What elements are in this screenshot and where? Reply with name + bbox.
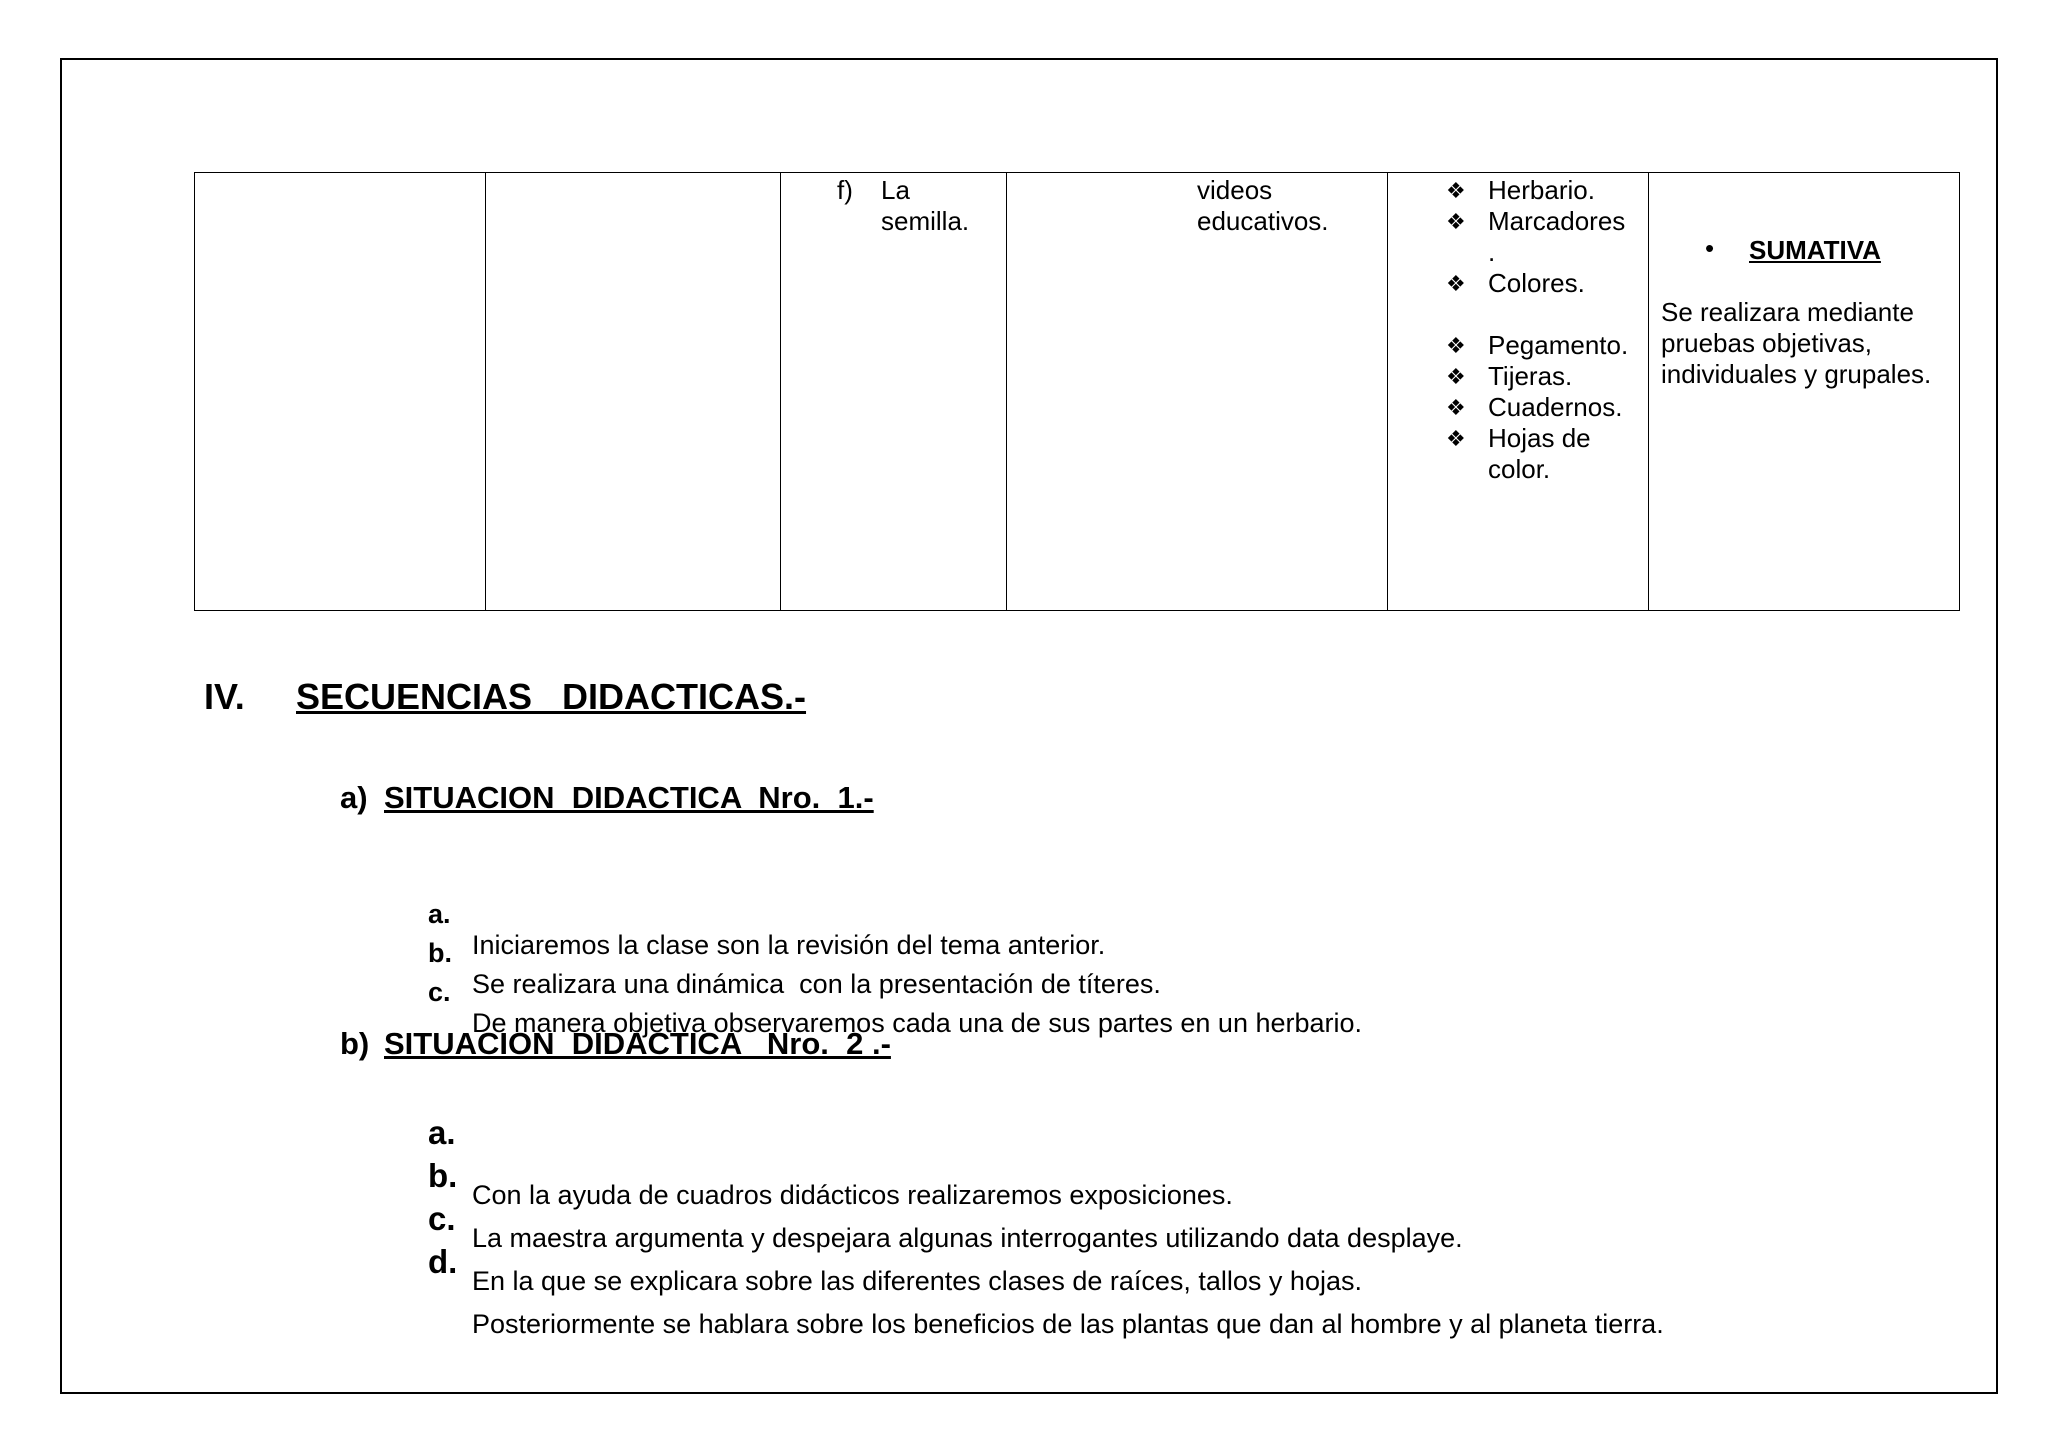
step-letter: b. — [428, 938, 452, 968]
list-item — [1446, 330, 1651, 361]
table-cell-empty-2 — [486, 173, 781, 610]
resource-label: Tijeras. — [1488, 361, 1573, 391]
evaluation-text-line: individuales y grupales. — [1661, 359, 1932, 389]
resources-list — [1446, 175, 1651, 485]
step-letter: a. — [428, 899, 451, 929]
list-item — [1446, 206, 1651, 268]
evaluation-heading: SUMATIVA — [1749, 235, 1881, 265]
content-text-line-2: semilla. — [881, 206, 970, 236]
table-cell-contents — [781, 173, 1007, 610]
section-title: SECUENCIAS DIDACTICAS.- — [296, 676, 807, 717]
diamond-bullet-icon: ❖ — [1446, 364, 1466, 389]
content-text-line-1: La — [881, 175, 910, 205]
step-text: Se realizara una dinámica con la presentación de títeres. — [472, 969, 1161, 999]
evaluation-text-line: pruebas objetivas, — [1661, 328, 1873, 358]
table-cell-evaluation — [1649, 173, 1961, 610]
step-letter: d. — [428, 1243, 458, 1280]
step-text: La maestra argumenta y despejara algunas interrogantes utilizando data desplaye. — [472, 1223, 1463, 1253]
resource-label: Herbario. — [1488, 175, 1595, 205]
table-cell-resources — [1388, 173, 1649, 610]
resource-label: Colores. — [1488, 268, 1585, 298]
situation-1-letter: a) — [340, 780, 368, 815]
methods-text-line-1: videos — [1197, 175, 1273, 205]
step-letter: c. — [428, 1200, 456, 1237]
situation-1-title: SITUACION DIDACTICA Nro. 1.- — [384, 780, 874, 815]
list-item — [1446, 392, 1651, 423]
methods-text-line-2: educativos. — [1197, 206, 1329, 236]
resource-label: Pegamento. — [1488, 330, 1629, 360]
resource-label: Cuadernos. — [1488, 392, 1623, 422]
situation-2-title: SITUACION DIDACTICA Nro. 2 .- — [384, 1026, 891, 1061]
list-item — [1446, 361, 1651, 392]
diamond-bullet-icon: ❖ — [1446, 178, 1466, 203]
list-marker: f) — [837, 175, 853, 205]
step-letter: c. — [428, 977, 451, 1007]
step-text: De manera objetiva observaremos cada una de sus partes en un herbario. — [472, 1008, 1363, 1038]
table-cell-methods — [1007, 173, 1388, 610]
diamond-bullet-icon: ❖ — [1446, 426, 1466, 451]
list-item — [1446, 423, 1651, 485]
resource-label-continued: color. — [1488, 454, 1551, 484]
resource-label: Hojas de — [1488, 423, 1591, 453]
resource-label-continued: . — [1488, 237, 1496, 267]
diamond-bullet-icon: ❖ — [1446, 271, 1466, 296]
step-text: En la que se explicara sobre las diferentes clases de raíces, tallos y hojas. — [472, 1266, 1362, 1296]
diamond-bullet-icon: ❖ — [1446, 395, 1466, 420]
step-text: Posteriormente se hablara sobre los beneficios de las plantas que dan al hombre y al planeta tierra. — [472, 1309, 1664, 1339]
situation-2-letter: b) — [340, 1026, 370, 1061]
planning-table — [194, 172, 1960, 611]
diamond-bullet-icon: ❖ — [1446, 209, 1466, 234]
evaluation-description — [1661, 297, 1957, 390]
step-text: Iniciaremos la clase son la revisión del tema anterior. — [472, 930, 1106, 960]
step-letter: b. — [428, 1157, 458, 1194]
evaluation-text-line: Se realizara mediante — [1661, 297, 1914, 327]
step-text: Con la ayuda de cuadros didácticos realizaremos exposiciones. — [472, 1180, 1233, 1210]
section-number: IV. — [204, 676, 245, 717]
diamond-bullet-icon: ❖ — [1446, 333, 1466, 358]
resource-label: Marcadores — [1488, 206, 1626, 236]
step-letter: a. — [428, 1114, 456, 1151]
list-item — [1446, 175, 1651, 206]
bullet-dot-icon: • — [1705, 233, 1715, 263]
table-cell-empty-1 — [195, 173, 486, 610]
list-item — [1446, 268, 1651, 299]
